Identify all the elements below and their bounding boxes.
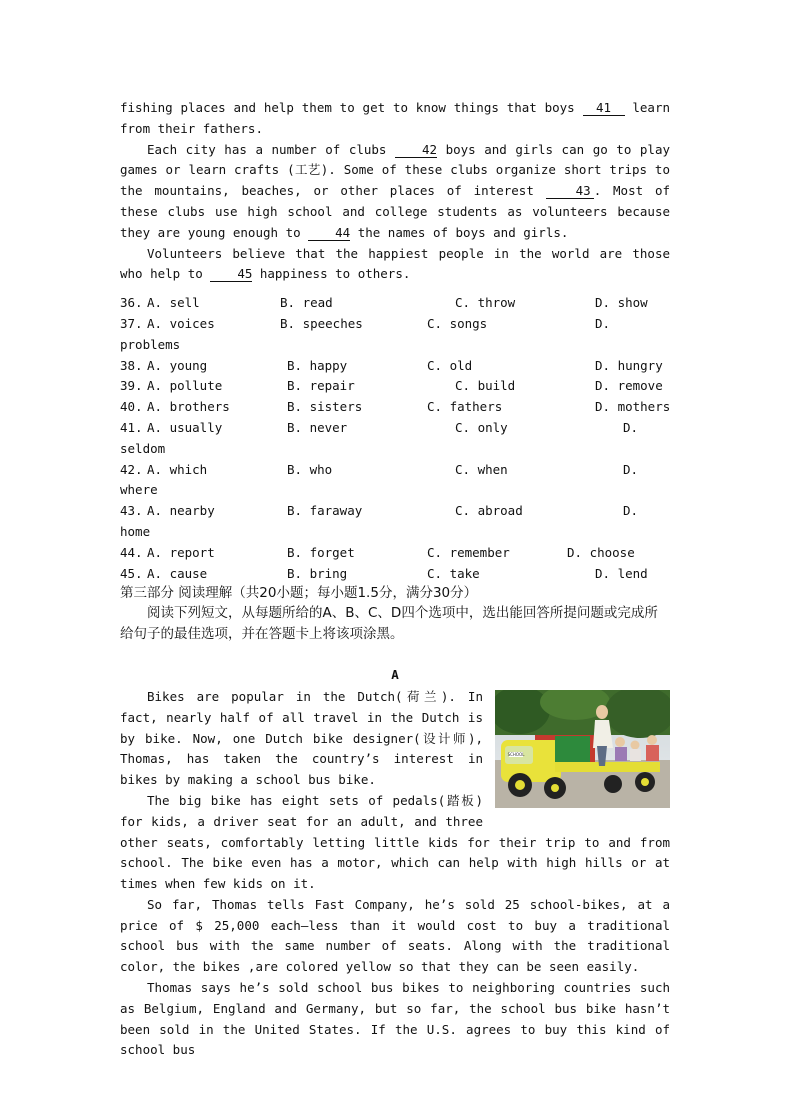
option-c: C. build	[455, 378, 516, 394]
option-row-43	[120, 501, 670, 543]
passage-text: fishing places and help them to get to know things that boys	[120, 100, 575, 115]
blank-41: 41	[583, 101, 625, 116]
option-b: B. faraway	[287, 503, 363, 519]
article-label: A	[391, 666, 399, 682]
option-c: C. songs	[427, 315, 488, 331]
option-row-44	[120, 543, 670, 564]
blank-43: 43	[546, 184, 594, 199]
option-b: B. never	[287, 419, 348, 435]
passage-text: the names of boys and girls.	[357, 224, 569, 240]
option-d: D. lend	[595, 565, 648, 581]
article-paragraph-1: Bikes are popular in the Dutch(荷兰). In fact, nearly half of all travel in the Dutch is by bike. Now, one Dutch bike designer(设计师), Thomas, has taken the country’s interest in bikes by making a school bus bike.	[120, 688, 483, 788]
option-a: A. voices	[147, 315, 215, 331]
option-c: C. take	[427, 565, 480, 581]
option-c: C. when	[455, 461, 508, 477]
option-c: C. remember	[427, 544, 510, 560]
option-b: B. who	[287, 461, 333, 477]
option-b: B. sisters	[287, 399, 363, 415]
passage-text: boys and girls can go to play games or learn crafts (工艺). Some of these clubs organize short trips to the mountains, beaches, or other places of interest	[120, 141, 671, 199]
option-b: B. forget	[287, 544, 355, 560]
option-d-text: problems	[120, 336, 181, 352]
option-b: B. repair	[287, 378, 355, 394]
option-row-38	[120, 356, 670, 377]
option-d-text: where	[120, 482, 158, 498]
option-c: C. throw	[455, 295, 516, 311]
option-d: D.	[623, 419, 639, 435]
option-b: B. bring	[287, 565, 348, 581]
option-d: D.	[595, 315, 611, 331]
passage-paragraph-2	[120, 140, 670, 244]
option-d-text: home	[120, 523, 151, 539]
question-number: 39.	[120, 378, 143, 394]
option-row-45	[120, 564, 670, 583]
question-number: 43.	[120, 503, 143, 519]
option-row-40	[120, 397, 670, 418]
blank-45: 45	[210, 267, 252, 282]
option-a: A. young	[147, 357, 208, 373]
options-list	[120, 293, 670, 582]
question-number: 40.	[120, 399, 143, 415]
passage-text: Volunteers believe that the happiest people in the world are those who help to	[120, 245, 670, 282]
section-instruction: 阅读下列短文，从每题所给的A、B、C、D四个选项中，选出能回答所提问题或完成所给句子的最佳选项，并在答题卡上将该项涂黑。	[120, 605, 658, 643]
question-number: 38.	[120, 357, 143, 373]
article-paragraph-3: So far, Thomas tells Fast Company, he’s sold 25 school-bikes, at a price of $ 25,000 each—less than it would cost to buy a traditional school bus with the same number of seats. Along with the traditional color, the bikes ,are colored yellow so that they can be seen easily.	[120, 896, 670, 975]
option-a: A. brothers	[147, 399, 230, 415]
section-heading: 第三部分 阅读理解（共20小题；每小题1.5分，满分30分）	[120, 584, 478, 601]
option-b: B. speeches	[280, 315, 363, 331]
blank-44: 44	[308, 226, 350, 241]
option-row-42	[120, 460, 670, 502]
option-d: D. remove	[595, 378, 663, 394]
question-number: 36.	[120, 295, 143, 311]
article-paragraph-2: The big bike has eight sets of pedals(踏板) for kids, a driver seat for an adult, and three other seats, comfortably letting little kids for their trip to and from school. The bike even has a motor, which can help with high hills or at times when few kids on it.	[120, 792, 670, 892]
option-a: A. which	[147, 461, 208, 477]
option-c: C. fathers	[427, 399, 503, 415]
option-d-text: seldom	[120, 440, 166, 456]
option-row-41	[120, 418, 670, 460]
article-paragraph-4: Thomas says he’s sold school bus bikes to neighboring countries such as Belgium, England and Germany, but so far, the school bus bike hasn’t been sold in the United States. If the U.S. agrees to buy this kind of school bus	[120, 980, 670, 1058]
passage-paragraph-3	[120, 244, 670, 286]
passage-text: Each city has a number of clubs	[147, 141, 387, 157]
question-number: 44.	[120, 544, 143, 560]
option-row-39	[120, 376, 670, 397]
blank-42: 42	[395, 143, 437, 158]
option-d: D. mothers	[595, 399, 671, 415]
passage-paragraph-1	[120, 98, 670, 140]
question-number: 37.	[120, 315, 143, 331]
option-d: D.	[623, 461, 639, 477]
option-c: C. only	[455, 419, 508, 435]
option-a: A. report	[147, 544, 215, 560]
option-d: D.	[623, 503, 639, 519]
question-number: 42.	[120, 461, 143, 477]
option-a: A. cause	[147, 565, 208, 581]
option-d: D. choose	[567, 544, 635, 560]
school-bus-bike-photo	[495, 690, 670, 808]
bus-sign-text: SCHOOL	[507, 751, 525, 757]
option-c: C. abroad	[455, 503, 523, 519]
passage-text: learn from their fathers.	[120, 100, 671, 136]
option-row-37	[120, 314, 670, 356]
option-a: A. sell	[147, 295, 200, 311]
passage-text: happiness to others.	[259, 266, 411, 282]
option-d: D. show	[595, 295, 648, 311]
option-c: C. old	[427, 357, 473, 373]
option-row-36	[120, 293, 670, 314]
passage-text: . Most of these clubs use high school and college students as volunteers because they are young enough to	[120, 183, 671, 240]
option-a: A. pollute	[147, 378, 223, 394]
option-b: B. read	[280, 295, 333, 311]
option-b: B. happy	[287, 357, 348, 373]
question-number: 41.	[120, 419, 143, 435]
question-number: 45.	[120, 565, 143, 581]
option-a: A. usually	[147, 419, 223, 435]
exam-page	[120, 98, 670, 1061]
option-d: D. hungry	[595, 357, 663, 373]
option-a: A. nearby	[147, 503, 215, 519]
